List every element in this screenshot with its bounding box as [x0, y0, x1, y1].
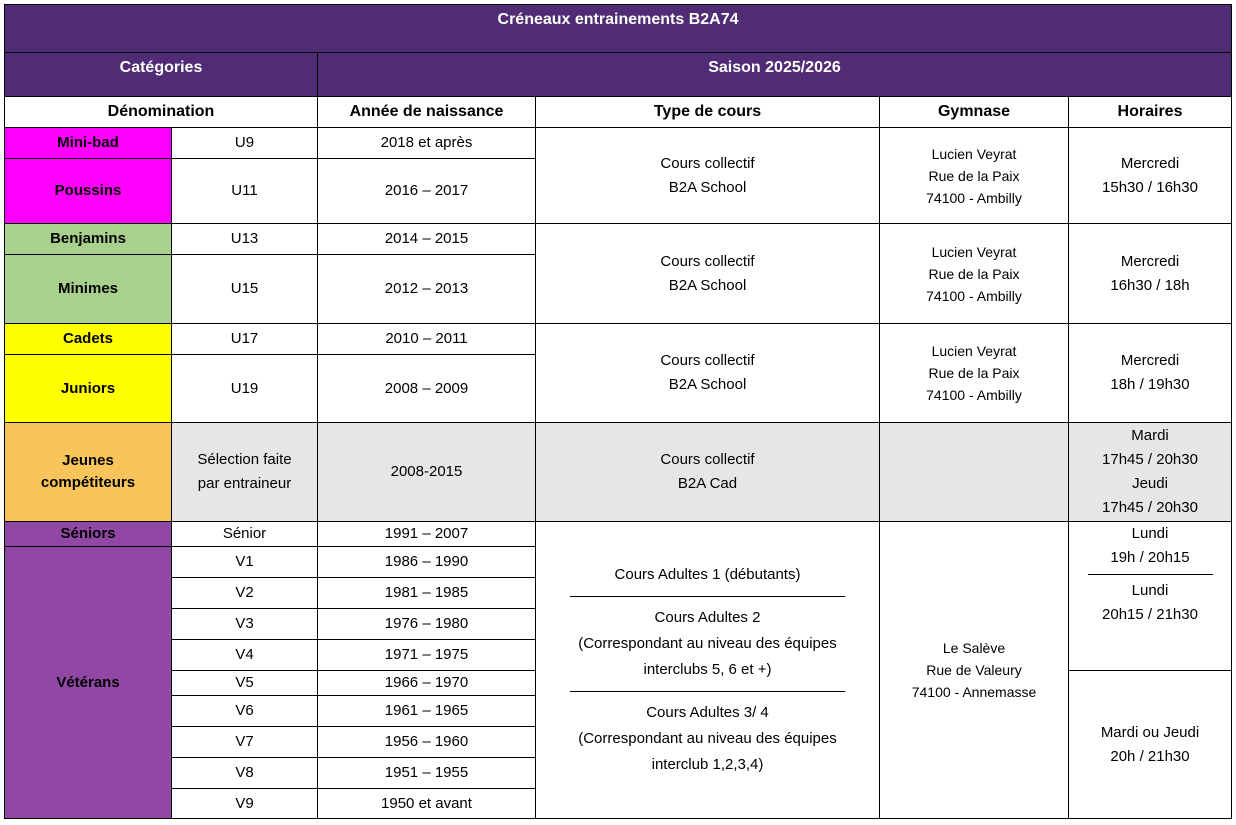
divider: [570, 596, 845, 597]
birth-year-cell: 2008 – 2009: [318, 355, 536, 423]
table-row: [5, 423, 1232, 522]
category-seniors: Séniors: [5, 522, 172, 547]
table-row: [5, 128, 1232, 159]
denomination-cell: U15: [172, 255, 318, 324]
gym-cell: Lucien Veyrat Rue de la Paix 74100 - Ambilly: [880, 128, 1069, 224]
birth-year-cell: 2018 et après: [318, 128, 536, 159]
training-schedule-table: [4, 4, 1232, 819]
course-type-cell: Cours collectif B2A School: [536, 224, 880, 324]
table-row: [5, 324, 1232, 355]
gym-cell: Le Salève Rue de Valeury 74100 - Annemasse: [880, 522, 1069, 819]
birth-year-cell: 1981 – 1985: [318, 578, 536, 609]
birth-year-header: Année de naissance: [318, 97, 536, 128]
gym-header: Gymnase: [880, 97, 1069, 128]
hours-cell: Mercredi 15h30 / 16h30: [1069, 128, 1232, 224]
birth-year-cell: 1966 – 1970: [318, 671, 536, 696]
denomination-cell: Sélection faite par entraineur: [172, 423, 318, 522]
divider: [1088, 574, 1213, 575]
gym-cell: Lucien Veyrat Rue de la Paix 74100 - Ambilly: [880, 224, 1069, 324]
category-minimes: Minimes: [5, 255, 172, 324]
category-benjamins: Benjamins: [5, 224, 172, 255]
denomination-cell: U13: [172, 224, 318, 255]
course-type-cell: Cours collectif B2A Cad: [536, 423, 880, 522]
divider: [570, 691, 845, 692]
categories-header: Catégories: [5, 53, 318, 97]
birth-year-cell: 1991 – 2007: [318, 522, 536, 547]
denomination-cell: V8: [172, 758, 318, 789]
hours-cell: Mercredi 16h30 / 18h: [1069, 224, 1232, 324]
birth-year-cell: 1971 – 1975: [318, 640, 536, 671]
denomination-cell: U19: [172, 355, 318, 423]
course-type-cell: Cours collectif B2A School: [536, 324, 880, 423]
course-type-header: Type de cours: [536, 97, 880, 128]
category-veterans: Vétérans: [5, 547, 172, 819]
hours-cell: Mercredi 18h / 19h30: [1069, 324, 1232, 423]
denomination-cell: V9: [172, 789, 318, 819]
birth-year-cell: 1976 – 1980: [318, 609, 536, 640]
category-poussins: Poussins: [5, 159, 172, 224]
birth-year-cell: 2014 – 2015: [318, 224, 536, 255]
denomination-cell: U17: [172, 324, 318, 355]
denomination-header: Dénomination: [5, 97, 318, 128]
denomination-cell: V2: [172, 578, 318, 609]
hours-header: Horaires: [1069, 97, 1232, 128]
gym-cell: [880, 423, 1069, 522]
table-row: [5, 224, 1232, 255]
season-header: Saison 2025/2026: [318, 53, 1232, 97]
hours-cell: Lundi 19h / 20h15 Lundi 20h15 / 21h30: [1069, 522, 1232, 671]
denomination-cell: V4: [172, 640, 318, 671]
denomination-cell: V1: [172, 547, 318, 578]
hours-cell: Mardi ou Jeudi 20h / 21h30: [1069, 671, 1232, 819]
birth-year-cell: 1986 – 1990: [318, 547, 536, 578]
adult-courses-cell: Cours Adultes 1 (débutants) Cours Adultes 2 (Correspondant au niveau des équipes interclubs 5, 6 et +) Cours Adultes 3/ 4 (Correspondant au niveau des équipes interclub 1,2,3,4): [536, 522, 880, 819]
course-type-cell: Cours collectif B2A School: [536, 128, 880, 224]
denomination-cell: V3: [172, 609, 318, 640]
table-row: [5, 522, 1232, 547]
table-title: Créneaux entrainements B2A74: [5, 5, 1232, 53]
hours-cell: Mardi 17h45 / 20h30 Jeudi 17h45 / 20h30: [1069, 423, 1232, 522]
birth-year-cell: 2008-2015: [318, 423, 536, 522]
birth-year-cell: 2016 – 2017: [318, 159, 536, 224]
denomination-cell: V7: [172, 727, 318, 758]
adult-course-1: Cours Adultes 1 (débutants): [614, 566, 801, 583]
denomination-cell: U9: [172, 128, 318, 159]
denomination-cell: U11: [172, 159, 318, 224]
gym-cell: Lucien Veyrat Rue de la Paix 74100 - Ambilly: [880, 324, 1069, 423]
denomination-cell: Sénior: [172, 522, 318, 547]
birth-year-cell: 1950 et avant: [318, 789, 536, 819]
birth-year-cell: 1961 – 1965: [318, 696, 536, 727]
category-juniors: Juniors: [5, 355, 172, 423]
category-minibad: Mini-bad: [5, 128, 172, 159]
birth-year-cell: 2010 – 2011: [318, 324, 536, 355]
birth-year-cell: 1951 – 1955: [318, 758, 536, 789]
denomination-cell: V6: [172, 696, 318, 727]
category-cadets: Cadets: [5, 324, 172, 355]
denomination-cell: V5: [172, 671, 318, 696]
category-jeunes-competiteurs: Jeunes compétiteurs: [5, 423, 172, 522]
birth-year-cell: 1956 – 1960: [318, 727, 536, 758]
birth-year-cell: 2012 – 2013: [318, 255, 536, 324]
